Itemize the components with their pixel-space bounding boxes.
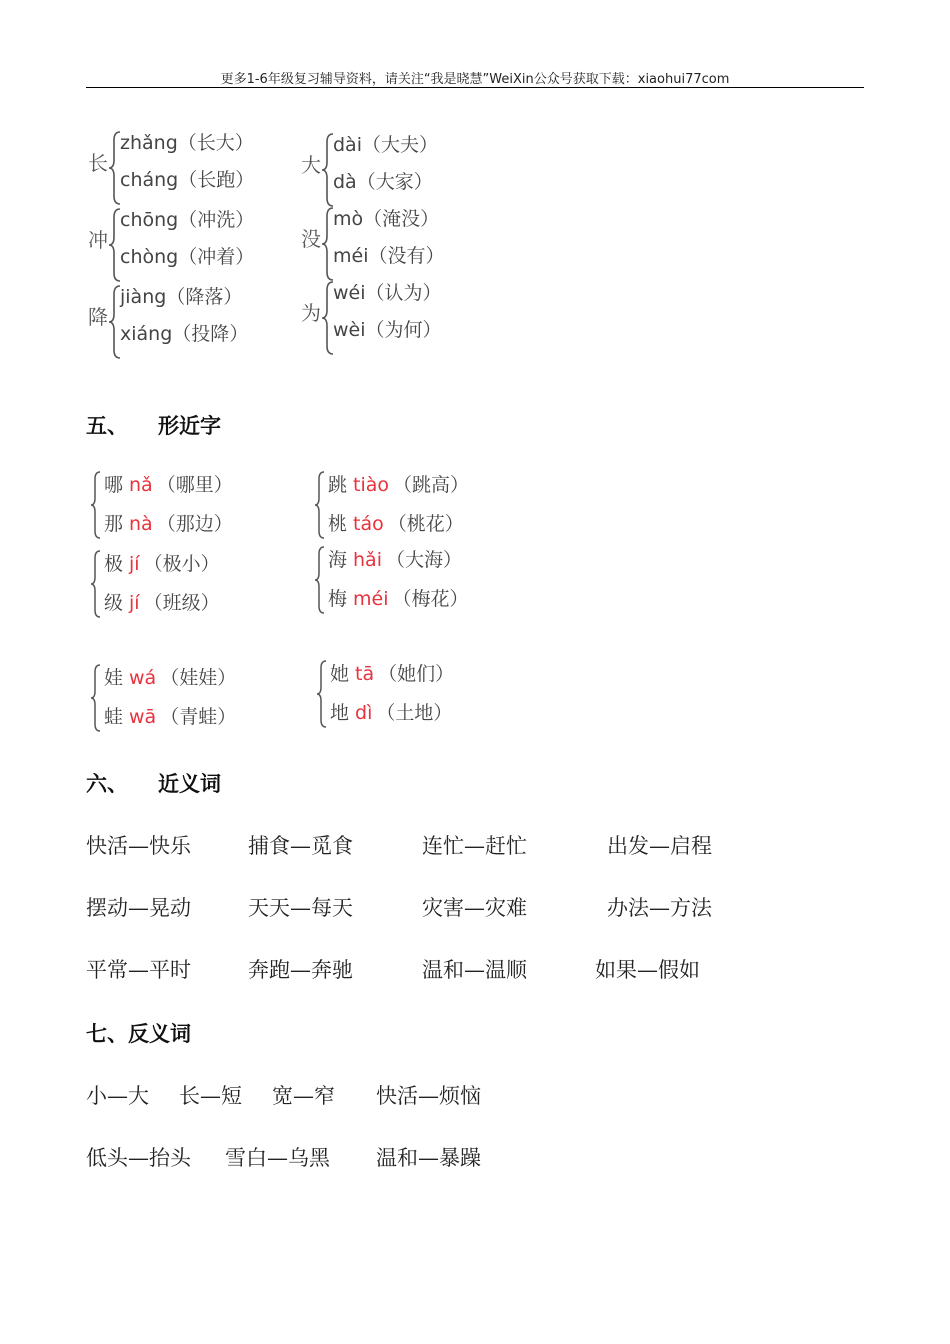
antonym-pair: 长—短 <box>179 1084 242 1108</box>
pinyin: mò <box>333 208 364 230</box>
pinyin: nà <box>129 513 153 535</box>
antonym-pair: 雪白—乌黑 <box>225 1146 330 1170</box>
polyphone-char: 冲 <box>88 228 108 252</box>
pinyin: tiào <box>353 474 390 496</box>
pinyin: cháng <box>120 169 179 191</box>
character: 她 <box>330 663 350 685</box>
example-word: 她们 <box>397 663 436 685</box>
reading-line: cháng（长跑） <box>120 169 255 191</box>
character: 桃 <box>328 513 348 535</box>
synonym-pair: 平常—平时 <box>86 958 191 982</box>
character: 哪 <box>104 474 124 496</box>
pinyin: táo <box>353 513 384 535</box>
example-word: 青蛙 <box>179 706 218 728</box>
polyphone-char: 降 <box>88 305 108 329</box>
pinyin: xiáng <box>120 323 173 345</box>
section-heading: 五、 形近字 <box>86 414 221 438</box>
reading-line: wéi（认为） <box>333 282 442 304</box>
similar-line: 海 hǎi （大海） <box>328 549 463 571</box>
similar-line: 蛙 wā （青蛙） <box>104 706 237 728</box>
pinyin: wá <box>129 667 157 689</box>
character: 那 <box>104 513 124 535</box>
character: 梅 <box>328 588 348 610</box>
similar-line: 级 jí （班级） <box>104 592 220 614</box>
antonym-pair: 小—大 <box>86 1084 149 1108</box>
example-word: 投降 <box>191 323 230 345</box>
example-word: 长跑 <box>197 169 236 191</box>
synonym-pair: 摆动—晃动 <box>86 896 191 920</box>
polyphone-char: 长 <box>88 151 108 175</box>
brace-icon <box>90 663 102 733</box>
character: 海 <box>328 549 348 571</box>
similar-line: 梅 méi （梅花） <box>328 588 469 610</box>
example-word: 为何 <box>384 319 423 341</box>
pinyin: dì <box>355 702 373 724</box>
example-word: 那边 <box>175 513 214 535</box>
example-word: 冲洗 <box>197 209 236 231</box>
synonym-pair: 温和—温顺 <box>422 958 527 982</box>
pinyin: wéi <box>333 282 366 304</box>
character: 级 <box>104 592 124 614</box>
example-word: 降落 <box>185 286 224 308</box>
example-word: 没有 <box>387 245 426 267</box>
pinyin: chòng <box>120 246 179 268</box>
brace-icon <box>316 659 328 729</box>
similar-line: 跳 tiào （跳高） <box>328 474 470 496</box>
reading-line: chōng（冲洗） <box>120 209 255 231</box>
similar-line: 哪 nǎ （哪里） <box>104 474 233 496</box>
reading-line: dài（大夫） <box>333 134 439 156</box>
brace-icon <box>314 545 326 615</box>
pinyin: nǎ <box>129 474 153 496</box>
pinyin: méi <box>353 588 389 610</box>
similar-line: 那 nà （那边） <box>104 513 233 535</box>
antonym-pair: 宽—窄 <box>272 1084 335 1108</box>
reading-line: xiáng（投降） <box>120 323 249 345</box>
page-header: 更多1-6年级复习辅导资料，请关注“我是晓慧”WeiXin公众号获取下载：xiaohui77com <box>220 72 730 87</box>
pinyin: jiàng <box>120 286 167 308</box>
example-word: 极小 <box>162 553 201 575</box>
example-word: 大夫 <box>381 134 420 156</box>
pinyin: méi <box>333 245 369 267</box>
character: 地 <box>330 702 350 724</box>
similar-line: 桃 táo （桃花） <box>328 513 464 535</box>
synonym-pair: 天天—每天 <box>248 896 353 920</box>
reading-line: méi（没有） <box>333 245 445 267</box>
synonym-pair: 奔跑—奔驰 <box>248 958 353 982</box>
synonym-pair: 办法—方法 <box>607 896 712 920</box>
example-word: 桃花 <box>406 513 445 535</box>
reading-line: zhǎng（长大） <box>120 132 254 154</box>
example-word: 哪里 <box>175 474 214 496</box>
polyphone-char: 大 <box>301 153 321 177</box>
character: 娃 <box>104 667 124 689</box>
example-word: 跳高 <box>412 474 451 496</box>
character: 蛙 <box>104 706 124 728</box>
example-word: 认为 <box>384 282 423 304</box>
synonym-pair: 如果—假如 <box>595 958 700 982</box>
pinyin: wā <box>129 706 157 728</box>
antonym-pair: 低头—抬头 <box>86 1146 191 1170</box>
section-heading: 六、 近义词 <box>86 772 221 796</box>
section-heading: 七、反义词 <box>86 1022 191 1046</box>
character: 跳 <box>328 474 348 496</box>
synonym-pair: 连忙—赶忙 <box>422 834 527 858</box>
reading-line: chòng（冲着） <box>120 246 255 268</box>
antonym-pair: 温和—暴躁 <box>376 1146 481 1170</box>
pinyin: wèi <box>333 319 366 341</box>
pinyin: zhǎng <box>120 132 178 154</box>
pinyin: dà <box>333 171 357 193</box>
polyphone-char: 没 <box>301 227 321 251</box>
synonym-pair: 快活—快乐 <box>86 834 191 858</box>
synonym-pair: 捕食—觅食 <box>248 834 353 858</box>
brace-icon <box>90 470 102 540</box>
similar-line: 极 jí （极小） <box>104 553 220 575</box>
reading-line: mò（淹没） <box>333 208 440 230</box>
pinyin: jí <box>129 553 140 575</box>
brace-icon <box>314 470 326 540</box>
pinyin: chōng <box>120 209 179 231</box>
example-word: 大海 <box>405 549 444 571</box>
example-word: 娃娃 <box>179 667 218 689</box>
pinyin: hǎi <box>353 549 382 571</box>
example-word: 长大 <box>196 132 235 154</box>
synonym-pair: 出发—启程 <box>607 834 712 858</box>
example-word: 冲着 <box>197 246 236 268</box>
pinyin: tā <box>355 663 375 685</box>
header-divider <box>86 87 864 88</box>
reading-line: dà（大家） <box>333 171 433 193</box>
reading-line: wèi（为何） <box>333 319 442 341</box>
example-word: 梅花 <box>411 588 450 610</box>
similar-line: 她 tā （她们） <box>330 663 455 685</box>
polyphone-char: 为 <box>301 301 321 325</box>
example-word: 淹没 <box>382 208 421 230</box>
pinyin: dài <box>333 134 362 156</box>
antonym-pair: 快活—烦恼 <box>376 1084 481 1108</box>
example-word: 大家 <box>375 171 414 193</box>
similar-line: 娃 wá （娃娃） <box>104 667 237 689</box>
reading-line: jiàng（降落） <box>120 286 243 308</box>
brace-icon <box>90 549 102 619</box>
example-word: 班级 <box>162 592 201 614</box>
character: 极 <box>104 553 124 575</box>
similar-line: 地 dì （土地） <box>330 702 453 724</box>
synonym-pair: 灾害—灾难 <box>422 896 527 920</box>
example-word: 土地 <box>395 702 434 724</box>
pinyin: jí <box>129 592 140 614</box>
